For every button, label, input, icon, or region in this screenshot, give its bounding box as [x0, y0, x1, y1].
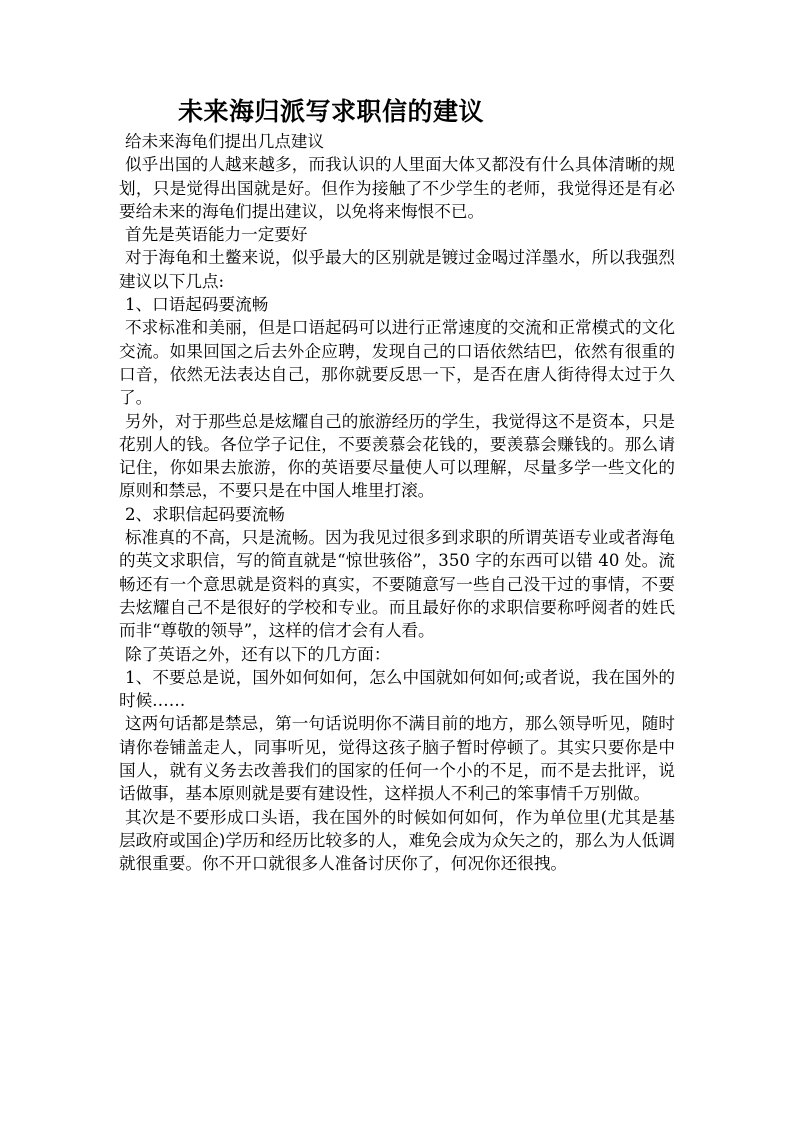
body-paragraph: 另外，对于那些总是炫耀自己的旅游经历的学生，我觉得这不是资本，只是花别人的钱。各位学子记住，不要羡慕会花钱的，要羡慕会赚钱的。那么请记住，你如果去旅游，你的英语要尽量使人可以理解，尽量多学一些文化的原则和禁忌，不要只是在中国人堆里打滚。 [119, 411, 675, 501]
body-paragraph: 不求标准和美丽，但是口语起码可以进行正常速度的交流和正常模式的文化交流。如果回国之后去外企应聘，发现自己的口语依然结巴，依然有很重的口音，依然无法表达自己，那你就要反思一下，是否在唐人街待得太过于久了。 [119, 318, 675, 408]
document-title: 未来海归派写求职信的建议 [178, 97, 485, 126]
body-paragraph: 标准真的不高，只是流畅。因为我见过很多到求职的所谓英语专业或者海龟的英文求职信，写的简直就是“惊世骇俗”，350 字的东西可以错 40 处。流畅还有一个意思就是资料的真实，不要随意写一些自己没干过的事情，不要去炫耀自己不是很好的学校和专业。而且最好你的求职信要称呼阅者的姓氏而非“尊敬的领导”，这样的信才会有人看。 [119, 528, 675, 641]
document-body [119, 130, 675, 876]
intro-paragraph: 似乎出国的人越来越多，而我认识的人里面大体又都没有什么具体清晰的规划，只是觉得出国就是好。但作为接触了不少学生的老师，我觉得还是有必要给未来的海龟们提出建议，以免将来悔恨不已。 [119, 155, 675, 221]
subtitle-paragraph: 给未来海龟们提出几点建议 [125, 132, 325, 151]
body-paragraph: 其次是不要形成口头语，我在国外的时候如何如何，作为单位里(尤其是基层政府或国企)学历和经历比较多的人，难免会成为众矢之的，那么为人低调就很重要。你不开口就很多人准备讨厌你了，何况你还很拽。 [119, 807, 675, 874]
section-heading-other: 除了英语之外，还有以下的几方面： [125, 644, 391, 664]
body-paragraph: 这两句话都是禁忌，第一句话说明你不满目前的地方，那么领导听见，随时请你卷铺盖走人，同事听见，觉得这孩子脑子暂时停顿了。其实只要你是中国人，就有义务去改善我们的国家的任何一个小的不足，而不是去批评，说话做事，基本原则就是要有建设性，这样损人不利己的笨事情千万别做。 [119, 714, 675, 804]
section-heading-english: 首先是英语能力一定要好 [125, 225, 308, 245]
point-heading-oral: 1、口语起码要流畅 [125, 295, 269, 315]
point-heading-letter: 2、求职信起码要流畅 [125, 504, 285, 524]
point-heading-speech: 1、不要总是说，国外如何如何，怎么中国就如何如何;或者说，我在国外的时候…… [119, 667, 675, 711]
body-paragraph: 对于海龟和土鳖来说，似乎最大的区别就是镀过金喝过洋墨水，所以我强烈建议以下几点: [119, 248, 675, 291]
